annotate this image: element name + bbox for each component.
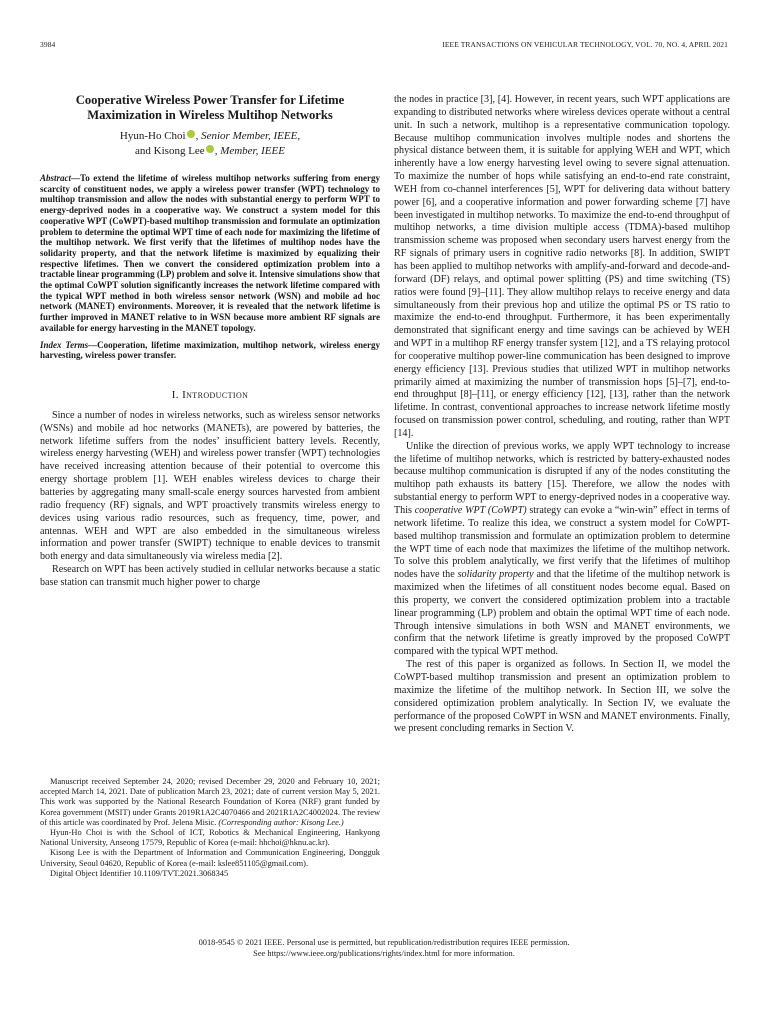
paragraph-text: strategy can evoke a “win-win” effect in terms of network lifetime. To realize this idea, we construct a system model for CoWPT-based multihop transmission and formulate an optimization problem to determine the WPT time of each node that maximizes the lifetime of the multihop network. To solve this problem analytically, we first verify that the lifetimes of multihop nodes have the <box>394 505 730 581</box>
abstract-label: Abstract <box>40 173 72 183</box>
journal-header: IEEE TRANSACTIONS ON VEHICULAR TECHNOLOGY, VOL. 70, NO. 4, APRIL 2021 <box>442 40 728 49</box>
footnote-doi[interactable]: Digital Object Identifier 10.1109/TVT.2021.3068345 <box>50 868 229 878</box>
abstract <box>40 173 380 334</box>
author-membership: , Member, IEEE <box>214 145 285 157</box>
author-name: Kisong Lee <box>153 145 205 157</box>
section-number: I. <box>171 388 179 401</box>
body-paragraph: the nodes in practice [3], [4]. However, in recent years, such WPT applications are expanding to distributed networks where wireless devices operate without a central unit. In such a network, multihop is a representative communication topology. Because multihop communication involves multiple nodes and shortens the physical distance between them, it is suitable for applying WEH and WPT, which inherently have a low energy harvesting level owing to severe signal attenuation. To maximize the number of hops while satisfying an end-to-end rate constraint, WEH from co-channel interferences [5], WPT for delivering data without battery power [6], and a cooperative information and power forwarding scheme [7] have been investigated in multihop networks. To maximize the end-to-end throughput of multihop networks, a time division multiple access (TDMA)-based multihop transmission scheme was proposed when secondary users harvest energy from the RF signals of primary users in cognitive radio networks [8]. In addition, SWIPT has been applied to multihop networks with amplify-and-forward and decode-and-forward (DF) relays, and optimal power splitting (PS) and time switching (TS) ratios were found [9]–[11]. They allow multihop relays to receive energy and data simultaneously from their previous hop and utilize the optimal PS or TS ratio to maximize the end-to-end throughput. Furthermore, it has been experimentally demonstrated that significant energy and time savings can be achieved by WEH and WPT in a multihop RF energy transfer system [12], and a TS relaying protocol for cooperative multihop power-line communication has been designed to improve energy efficiency [13]. Previous studies that utilized WPT in multihop networks primarily aimed at maximizing the number of transmission hops [5]–[7], end-to-end throughput [8]–[11], or energy efficiency [12], [13], rather than the network lifetime. In contrast, conventional approaches to increase network lifetime mostly focused on transmission power control, scheduling, and routing, rather than WPT [14]. <box>394 94 730 439</box>
body-paragraph: Since a number of nodes in wireless networks, such as wireless sensor networks (WSNs) and mobile ad hoc networks (MANETs), are powered by batteries, the network lifetime suffers from the nodes’ insufficient battery levels. Recently, wireless energy harvesting (WEH) and wireless power transfer (WPT) technologies have received increasing attention because of their potential to overcome this energy shortage problem [1]. WEH enables wireless devices to charge their batteries by aggregating many small-scale energy sources harvested from ambient radio frequency (RF) signals, and WPT proactively transmits wireless energy to devices using various radio resources, such as frequency, time, power, and antennas. WEH and WPT are also embedded in the simultaneous wireless information and power transfer (SWIPT) technique to enable devices to transmit both energy and data simultaneously via wireless media [2]. <box>40 409 380 563</box>
author-list <box>40 129 380 159</box>
footnote-manuscript <box>40 777 380 828</box>
copyright-line: 0018-9545 © 2021 IEEE. Personal use is permitted, but republication/redistribution requires IEEE permission. <box>198 938 570 947</box>
copyright-notice <box>40 938 728 959</box>
paper-title: Cooperative Wireless Power Transfer for Lifetime Maximization in Wireless Multihop Networks <box>75 93 345 122</box>
left-column <box>40 90 380 590</box>
corresponding-author-note: (Corresponding author: Kisong Lee.) <box>218 817 344 827</box>
emphasized-term: solidarity property <box>457 569 534 581</box>
abstract-text: —To extend the lifetime of wireless multihop networks suffering from energy scarcity of constituent nodes, we apply a wireless power transfer (WPT) technology to multihop transmission and allow the nodes with substantial energy to perform WPT to energy-deprived nodes in a cooperative way. We construct a system model for this cooperative WPT (CoWPT)-based multihop transmission and formulate an optimization problem to determine the optimal WPT time of each node for maximizing the lifetime of the multihop network. We first verify that the lifetimes of multihop nodes have the solidarity property, and that the network lifetime is maximized by equalizing their respective lifetimes. Then we convert the considered optimization problem into a tractable linear programming (LP) problem and solve it. Intensive simulations show that the optimal CoWPT solution significantly increases the network lifetime compared with the typical WPT method in both wireless sensor network (WSN) and mobile ad hoc network (MANET) environments. Moreover, it is revealed that the network lifetime is further improved in MANET relative to in WSN because more ambient RF signals are available for energy harvesting in the MANET topology. <box>40 173 381 333</box>
right-column <box>394 94 730 736</box>
body-paragraph <box>394 441 730 659</box>
body-paragraph: Research on WPT has been actively studied in cellular networks because a static base station can transmit much higher power to charge <box>40 564 380 588</box>
author-name: Hyun-Ho Choi <box>119 130 186 142</box>
footnote-text: Manuscript received September 24, 2020; revised December 29, 2020 and February 10, 2021; accepted March 14, 2021. Date of publication March 23, 2021; date of current version May 5, 2021. This work was supported by the National Research Foundation of Korea (NRF) grant funded by Korea government (MSIT) under Grants 2019R1A2C4070466 and 2021R1A2C4002024. The review of this article was coordinated by Prof. Jelena Misic. <box>40 777 380 827</box>
section-title: Introduction <box>182 388 249 401</box>
copyright-link[interactable]: See https://www.ieee.org/publications/rights/index.html for more information. <box>253 948 515 958</box>
page-number: 3984 <box>40 40 56 49</box>
section-heading <box>40 389 380 401</box>
index-terms-label: Index Terms <box>40 339 89 350</box>
index-terms-text: —Cooperation, lifetime maximization, multihop network, wireless energy harvesting, wireless power transfer. <box>40 339 380 361</box>
footnote-affiliation: Hyun-Ho Choi is with the School of ICT, Robotics & Mechanical Engineering, Hankyong National University, Anseong 17579, Republic of Korea (e-mail: hhchoi@hknu.ac.kr). <box>40 828 380 848</box>
author-membership: , Senior Member, IEEE, <box>195 130 301 142</box>
body-paragraph: The rest of this paper is organized as follows. In Section II, we model the CoWPT-based multihop transmission and present an optimization problem to maximize the lifetime of the multihop network. In Section III, we solve the considered optimization problem analytically. In Section IV, we evaluate the performance of the proposed CoWPT in WSN and MANET environments. Finally, we present concluding remarks in Section V. <box>394 659 730 735</box>
footnote-block <box>40 777 380 879</box>
author-conjunction: and <box>135 145 151 157</box>
index-terms <box>40 340 380 361</box>
paragraph-text: and that the lifetime of the multihop network is maximized when the lifetimes of all constituent nodes become equal. Based on this property, we convert the considered optimization problem into a tractable linear programming (LP) problem and obtain the optimal WPT time of each node. Through intensive simulations in both WSN and MANET environments, we confirm that the network lifetime is greatly improved by the proposed CoWPT compared with the typical WPT method. <box>394 569 730 658</box>
footnote-affiliation: Kisong Lee is with the Department of Information and Communication Engineering, Dongguk University, Seoul 04620, Republic of Korea (e-mail: kslee851105@gmail.com). <box>40 848 380 868</box>
paragraph-text: Unlike the direction of previous works, we apply WPT technology to increase the lifetime of multihop networks, which is restricted by battery-exhausted nodes because multihop communication is disrupted if any of the nodes constituting the multihop path exhausts its battery [15]. Therefore, we allow the nodes with substantial energy to perform WPT to energy-deprived nodes in a cooperative way. This <box>394 440 730 516</box>
emphasized-term: cooperative WPT (CoWPT) <box>414 505 527 516</box>
orcid-icon[interactable] <box>206 145 214 153</box>
orcid-icon[interactable] <box>187 130 195 138</box>
